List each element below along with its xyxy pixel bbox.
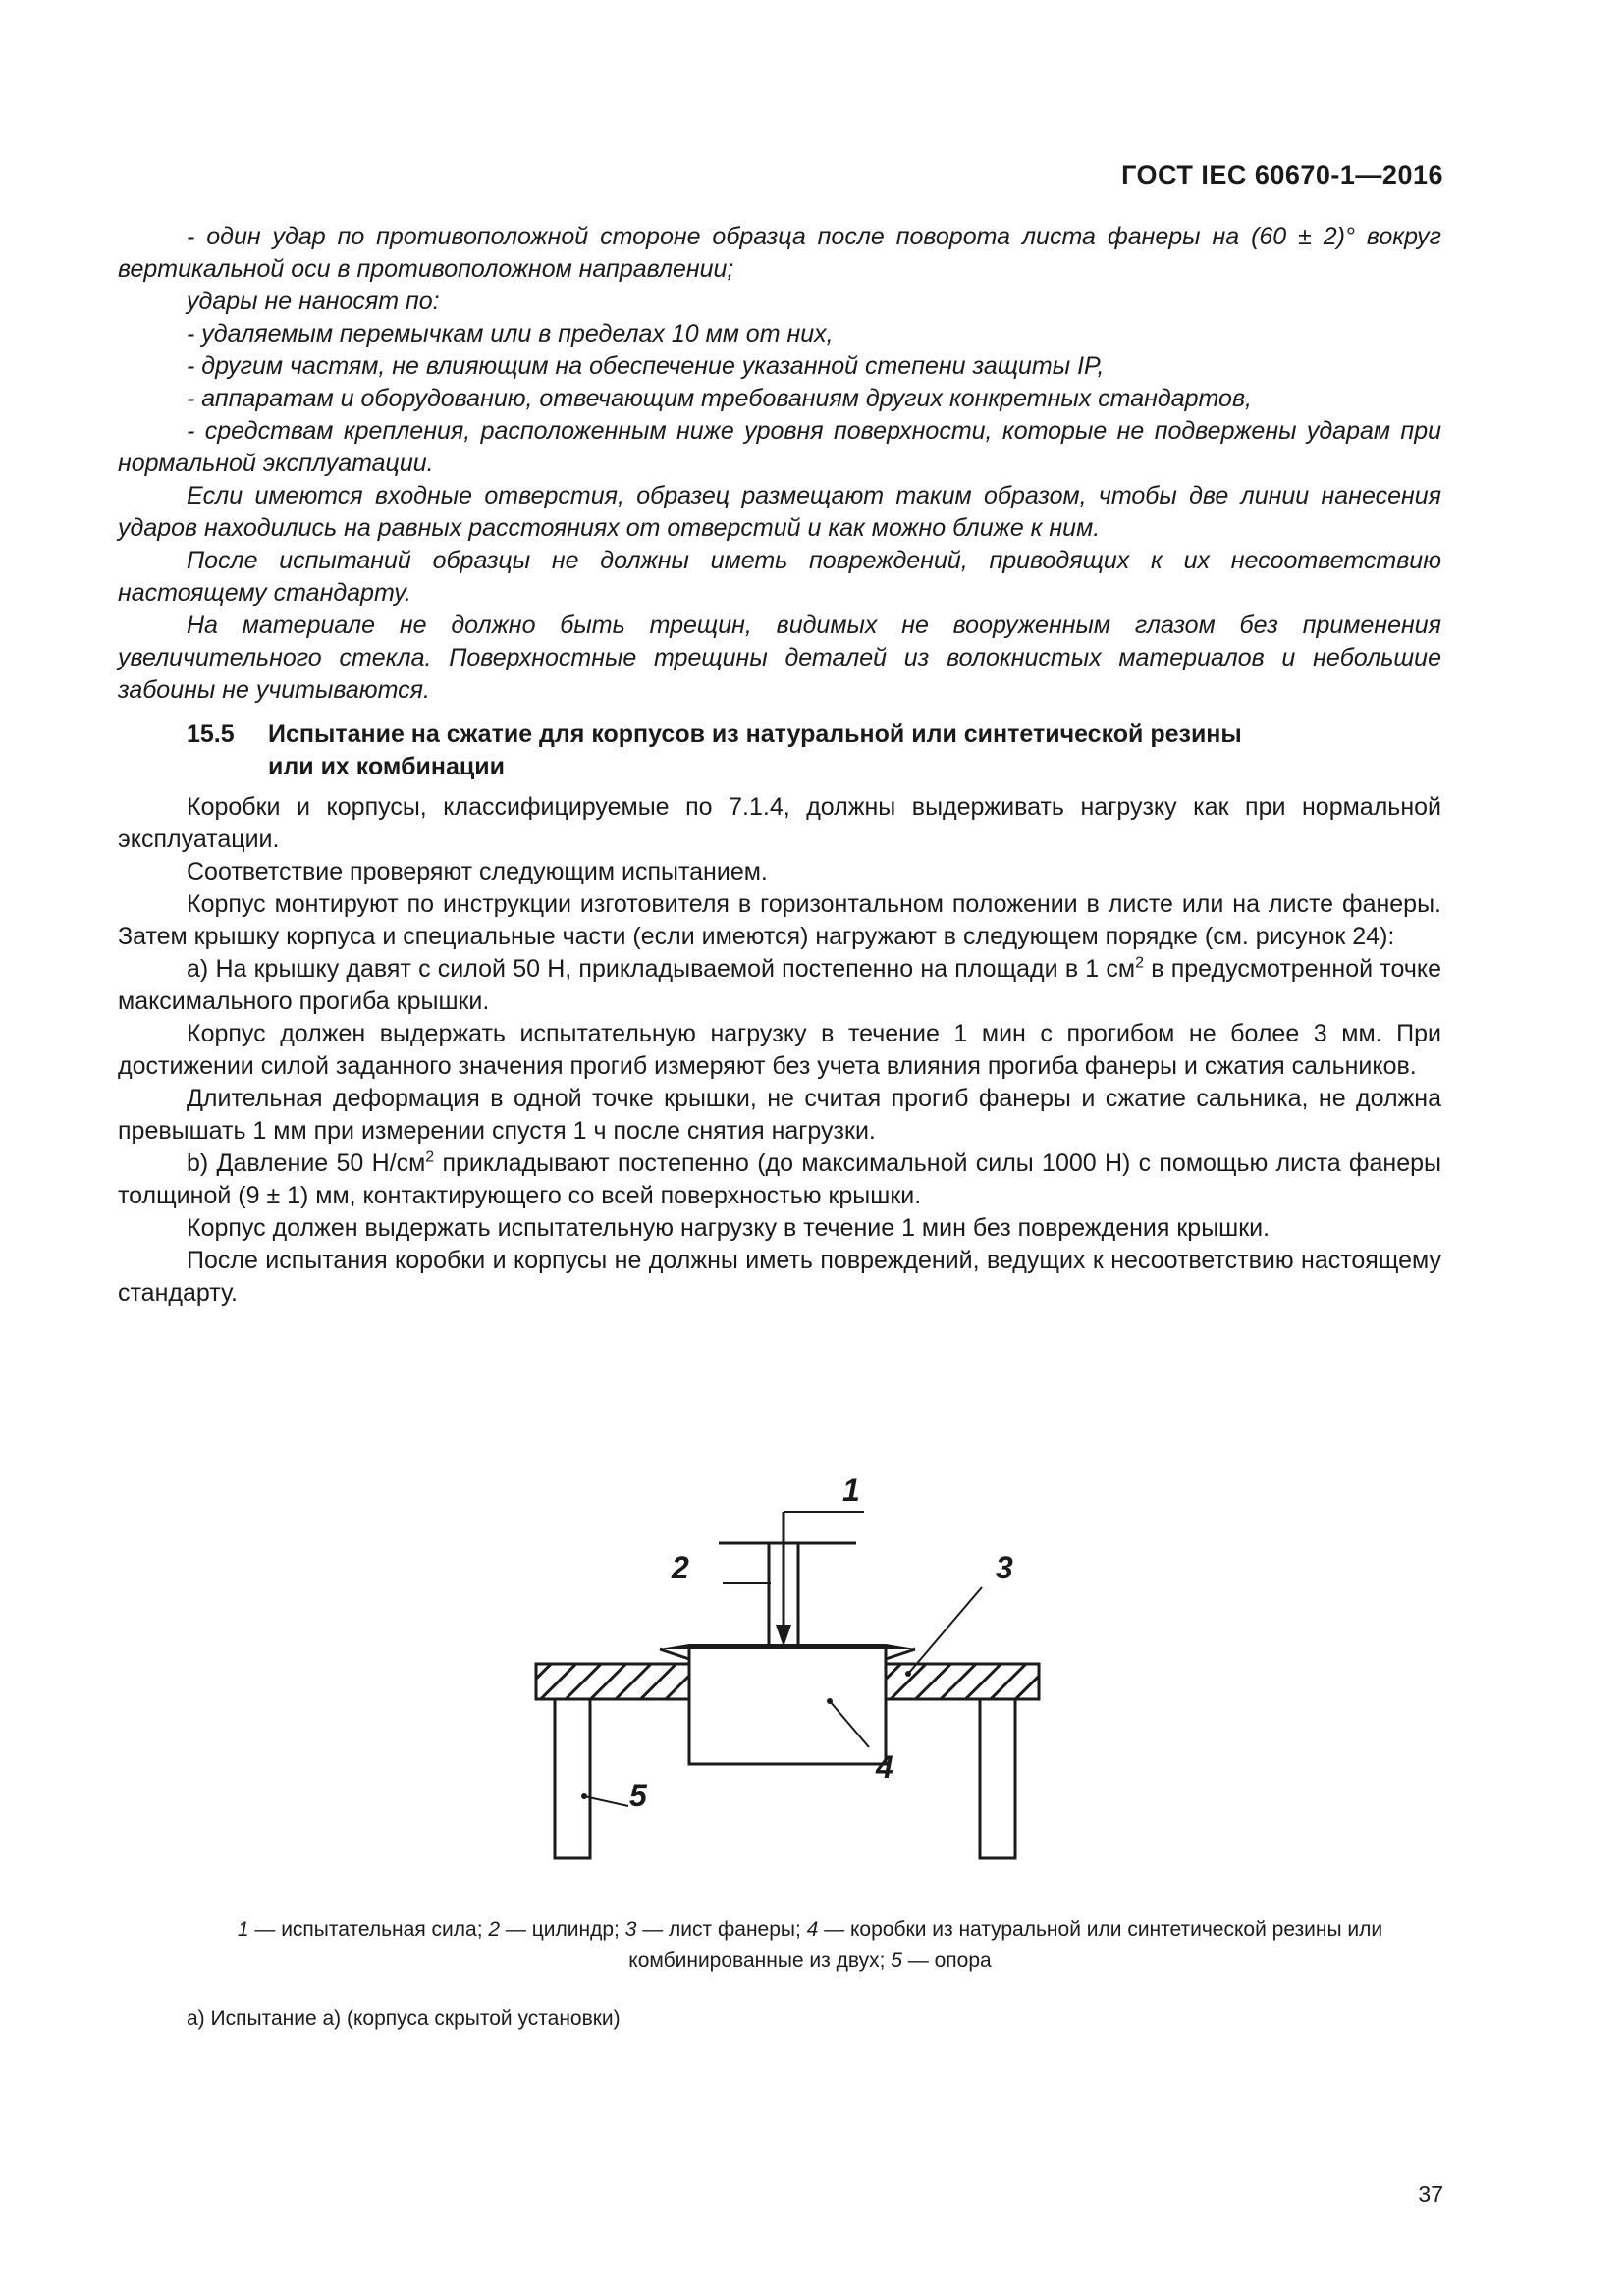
list-item: - удаляемым перемычкам или в пределах 10 мм от них, [187,320,834,347]
paragraph-no-impacts: удары не наносят по: [187,288,440,315]
paragraph-classification: Коробки и корпусы, классифицируемые по 7.1.4, должны выдерживать нагрузку как при нормальной эксплуатации. [118,793,1441,853]
paragraph-withstand: Корпус должен выдержать испытательную нагрузку в течение 1 мин без повреждения крышки. [187,1214,1271,1242]
plywood-left [536,1664,689,1699]
paragraph-test-b: b) Давление 50 $Н/см^2$ прикладывают постепенно (до максимальной силы 1000 Н) с помощью листа фанеры толщиной (9 ± 1) мм, контактирующего со всей поверхностью крышки. [118,1148,1441,1209]
figure-subtitle: а) Испытание а) (корпуса скрытой установки) [187,2007,621,2030]
section-heading [118,719,1441,783]
label-3: 3 [996,1550,1013,1585]
paragraph-deflection: Корпус должен выдержать испытательную нагрузку в течение 1 мин с прогибом не более 3 мм. При достижении силой заданного значения прогиб измеряют без учета влияния прогиба фанеры и сжатия сальников. [118,1020,1441,1080]
label-4: 4 [876,1749,893,1785]
support-left [555,1699,590,1858]
box-lid [660,1644,915,1649]
paragraph-after-test: После испытания коробки и корпусы не должны иметь повреждений, ведущих к несоответствию настоящему стандарту. [118,1247,1441,1307]
list-item: - аппаратам и оборудованию, отвечающим требованиям других конкретных стандартов, [187,385,1252,412]
figure-diagram [520,1468,1070,1880]
document-header: ГОСТ IEC 60670-1—2016 [1121,160,1443,189]
page-number: 37 [1418,2181,1443,2207]
list-item: - средствам крепления, расположенным ниже уровня поверхности, которые не подвержены ударам при нормальной эксплуатации. [118,417,1441,477]
support-right [980,1699,1015,1858]
plywood-right [886,1664,1039,1699]
section-title-line1: Испытание на сжатие для корпусов из натуральной или синтетической резины [268,721,1242,748]
paragraph-after-tests: После испытаний образцы не должны иметь повреждений, приводящих к их несоответствию настоящему стандарту. [118,547,1441,607]
label-2: 2 [672,1550,689,1585]
paragraph-impact-rotation: - один удар по противоположной стороне образца после поворота листа фанеры на (60 ± 2)° вокруг вертикальной оси в противоположном направлении; [118,223,1441,283]
label-1: 1 [842,1472,860,1508]
body-text [118,221,1441,1309]
paragraph-permanent-deformation: Длительная деформация в одной точке крышки, не считая прогиб фанеры и сжатие сальника, не должна превышать 1 мм при измерении спустя 1 ч после снятия нагрузки. [118,1085,1441,1145]
label-5: 5 [629,1778,647,1813]
paragraph-test-a: а) На крышку давят с силой 50 Н, прикладываемой постепенно на площади в 1 $см^2$ в предусмотренной точке максимального прогиба крышки. [118,954,1441,1015]
paragraph-inlet-openings: Если имеются входные отверстия, образец размещают таким образом, чтобы две линии нанесения ударов находились на равных расстояниях от отверстий и как можно ближе к ним. [118,482,1441,542]
section-number: 15.5 [187,721,235,748]
paragraph-cracks: На материале не должно быть трещин, видимых не вооруженным глазом без применения увеличительного стекла. Поверхностные трещины деталей из волокнистых материалов и небольшие забоины не учитываются. [118,612,1441,704]
section-title-line2: или их комбинации [268,753,505,780]
list-item: - другим частям, не влияющим на обеспечение указанной степени защиты IP, [187,352,1105,380]
paragraph-mounting: Корпус монтируют по инструкции изготовителя в горизонтальном положении в листе или на листе фанеры. Затем крышку корпуса и специальные части (если имеются) нагружают в следующем порядке (см. рисунок 24): [118,890,1441,950]
figure-caption: 1 — испытательная сила; 2 — цилиндр; 3 — лист фанеры; 4 — коробки из натуральной или синтетической резины или комбинированные из двух; 5 — опора [237,1918,1383,1972]
box-body [689,1649,886,1764]
paragraph-compliance: Соответствие проверяют следующим испытанием. [187,858,768,885]
figure-compression-test [520,1468,1070,1880]
